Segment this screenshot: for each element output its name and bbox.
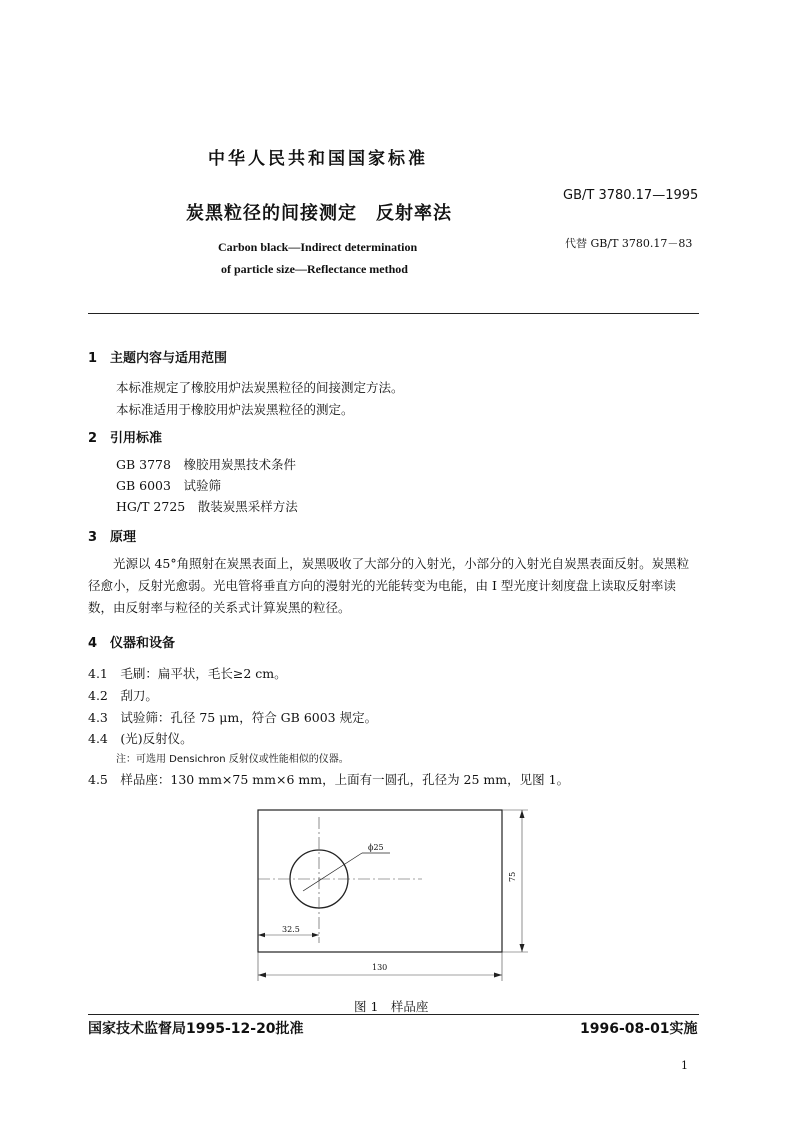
replaces-standard: 代替 GB/T 3780.17－83 (565, 237, 693, 250)
dim-arrow (312, 933, 319, 937)
equipment-note: 注：可选用 Densichron 反射仪或性能相似的仪器。 (116, 754, 349, 765)
equipment-item: 4.5 样品座：130 mm×75 mm×6 mm，上面有一圆孔，孔径为 25 mm，见图 1。 (88, 772, 570, 787)
page-number: 1 (681, 1059, 688, 1072)
sample-holder-drawing (240, 795, 540, 995)
equipment-item: 4.4 (光)反射仪。 (88, 731, 193, 746)
figure-caption: 图 1 样品座 (354, 999, 429, 1014)
section-1-heading: 1 主题内容与适用范围 (88, 351, 228, 366)
equipment-item: 4.3 试验筛：孔径 75 μm，符合 GB 6003 规定。 (88, 710, 378, 725)
dim-arrow (520, 810, 525, 818)
principle-paragraph: 光源以 45°角照射在炭黑表面上，炭黑吸收了大部分的入射光，小部分的入射光自炭黑表面反射。炭黑粒径愈小，反射光愈弱。光电管将垂直方向的漫射光的光能转变为电能，由 I 型光度计刻度盘上读取反射率读数，由反射率与粒径的关系式计算炭黑的粒径。 (88, 556, 690, 615)
diameter-leader (303, 853, 362, 891)
approval-date: 国家技术监督局1995-12-20批准 (88, 1021, 304, 1037)
dim-arrow (258, 933, 265, 937)
equipment-item: 4.1 毛刷：扁平状，毛长≥2 cm。 (88, 666, 287, 681)
dim-arrow (258, 973, 266, 978)
header-rule (88, 313, 699, 314)
standard-title: 炭黑粒径的间接测定 反射率法 (186, 203, 452, 224)
width-label: 130 (372, 963, 388, 972)
english-title-line1: Carbon black—Indirect determination (218, 240, 418, 254)
reference-standard: GB 3778 橡胶用炭黑技术条件 (116, 457, 296, 472)
reference-standard: GB 6003 试验筛 (116, 478, 221, 493)
section-3-heading: 3 原理 (88, 530, 137, 545)
section-1-line: 本标准适用于橡胶用炉法炭黑粒径的测定。 (116, 402, 354, 417)
footer-rule (88, 1014, 699, 1015)
hole-diameter-label: ϕ25 (368, 843, 384, 852)
english-title-line2: of particle size—Reflectance method (221, 262, 408, 276)
offset-label: 32.5 (282, 925, 300, 934)
section-4-heading: 4 仪器和设备 (88, 636, 176, 651)
height-label: 75 (508, 871, 517, 882)
section-1-line: 本标准规定了橡胶用炉法炭黑粒径的间接测定方法。 (116, 380, 404, 395)
standard-number: GB/T 3780.17—1995 (563, 188, 699, 203)
reference-standard: HG/T 2725 散装炭黑采样方法 (116, 499, 298, 514)
effective-date: 1996-08-01实施 (580, 1021, 698, 1037)
section-2-heading: 2 引用标准 (88, 431, 163, 446)
dim-arrow (494, 973, 502, 978)
equipment-item: 4.2 刮刀。 (88, 688, 158, 703)
national-standard-heading: 中华人民共和国国家标准 (208, 149, 428, 169)
dim-arrow (520, 944, 525, 952)
